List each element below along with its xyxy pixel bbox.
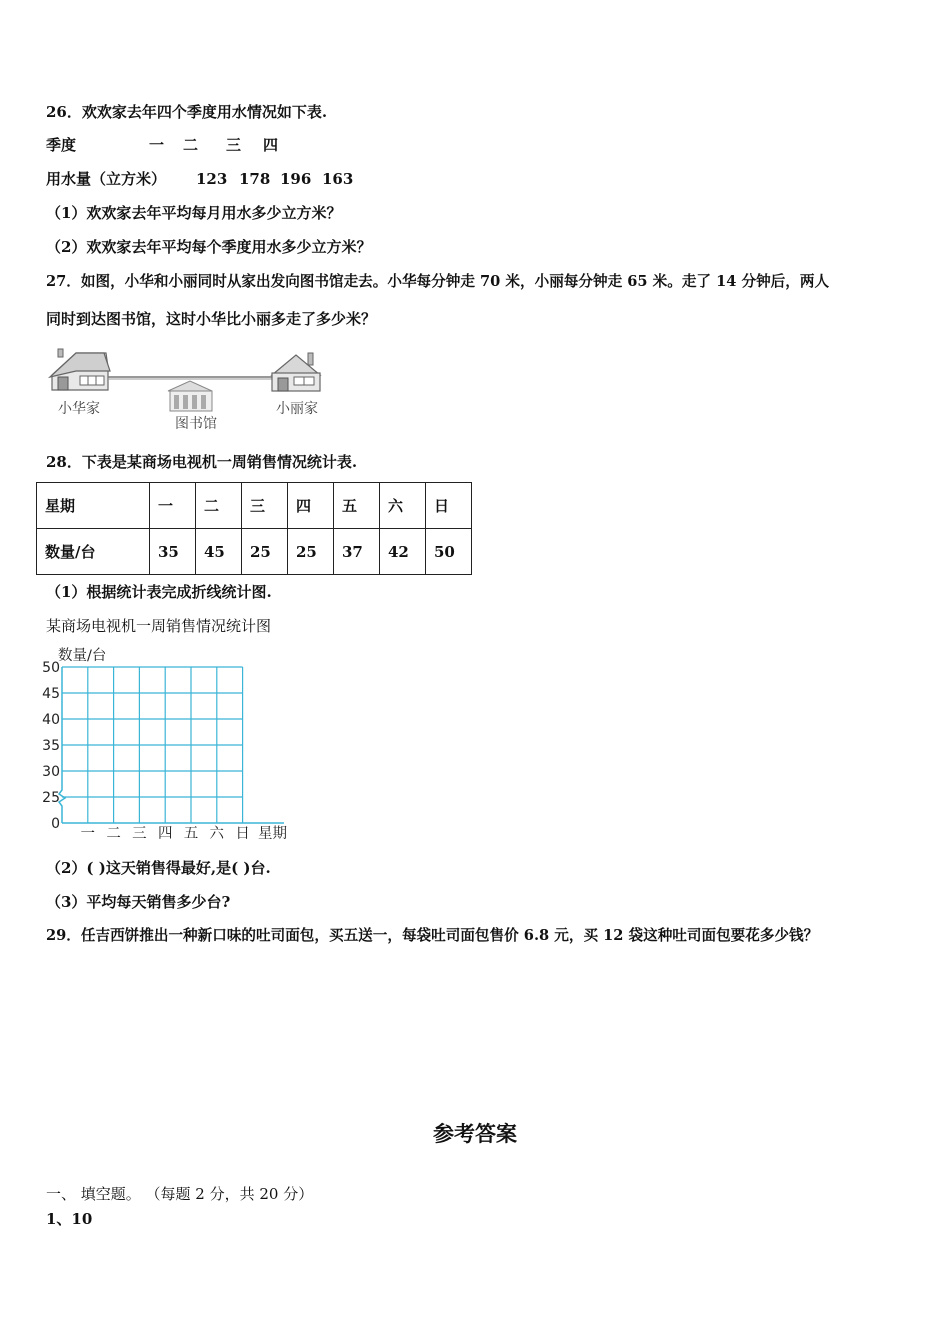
q26-sub1: （1）欢欢家去年平均每月用水多少立方米？ — [46, 204, 342, 222]
q26-row1-value: 四 — [263, 136, 279, 154]
q27-line1: 27．如图，小华和小丽同时从家出发向图书馆走去。小华每分钟走 70 米，小丽每分钟走 65 米。走了 14 分钟后，两人 — [46, 273, 830, 290]
sales-table — [36, 482, 472, 575]
chart-title: 某商场电视机一周销售情况统计图 — [46, 617, 272, 635]
q26-row1-label: 季度 — [46, 136, 77, 154]
x-tick-label: 五 — [183, 826, 199, 842]
table-value-cell: 50 — [426, 529, 472, 575]
q26-row2-label: 用水量（立方米） — [46, 170, 167, 188]
table-day-cell: 六 — [380, 483, 426, 529]
table-value-cell: 25 — [288, 529, 334, 575]
q26-row2-value: 123 — [196, 170, 228, 188]
x-tick-label: 日 — [235, 826, 250, 842]
table-day-cell: 日 — [426, 483, 472, 529]
table-day-cell: 三 — [242, 483, 288, 529]
table-day-cell: 一 — [150, 483, 196, 529]
q28-sub1: （1）根据统计表完成折线统计图. — [46, 583, 272, 601]
q27-route-figure — [46, 345, 336, 435]
house-icon — [272, 353, 320, 391]
answers-title: 参考答案 — [433, 1121, 517, 1146]
x-tick-labels — [81, 825, 250, 842]
x-axis-label: 星期 — [258, 826, 287, 842]
q26-row2-value: 196 — [280, 170, 312, 188]
q26-row2-value: 178 — [239, 170, 271, 188]
x-tick-label: 六 — [209, 826, 225, 842]
table-day-cell: 二 — [196, 483, 242, 529]
y-tick-label: 30 — [42, 764, 60, 780]
y-axis-label: 数量/台 — [58, 648, 107, 664]
y-tick-label: 25 — [42, 790, 60, 806]
x-tick-label: 三 — [132, 826, 147, 842]
table-value-cell: 25 — [242, 529, 288, 575]
q29-text: 29．任吉西饼推出一种新口味的吐司面包，买五送一，每袋吐司面包售价 6.8 元，买 12 袋这种吐司面包要花多少钱？ — [46, 927, 819, 944]
q26-row1-value: 三 — [226, 136, 242, 154]
line-chart — [36, 640, 306, 845]
q26-row2 — [46, 169, 354, 189]
library-icon — [168, 381, 212, 411]
answers-section: 一、 填空题。 （每题 2 分，共 20 分） — [46, 1185, 314, 1203]
table-day-cell: 四 — [288, 483, 334, 529]
table-row — [37, 529, 472, 575]
q28-text: 28．下表是某商场电视机一周销售情况统计表. — [46, 453, 358, 471]
q28-sub3: （3）平均每天销售多少台? — [46, 893, 231, 911]
q26-row1-value: 二 — [183, 136, 199, 154]
q26-sub2: （2）欢欢家去年平均每个季度用水多少立方米？ — [46, 238, 372, 256]
q26-row1-value: 一 — [149, 136, 165, 154]
house-icon — [50, 349, 110, 390]
q26-row2-value: 163 — [322, 170, 354, 188]
q28-sub2: （2）( )这天销售得最好,是( )台. — [46, 859, 271, 877]
table-day-cell: 五 — [334, 483, 380, 529]
figure-label-library: 图书馆 — [175, 416, 217, 432]
table-header-cell: 星期 — [37, 483, 150, 529]
figure-label-xiaohua-home: 小华家 — [58, 401, 100, 417]
q26-text: 26．欢欢家去年四个季度用水情况如下表. — [46, 103, 328, 121]
table-header-cell: 数量/台 — [37, 529, 150, 575]
x-tick-label: 四 — [157, 826, 173, 842]
chart-grid — [62, 667, 243, 823]
table-value-cell: 45 — [196, 529, 242, 575]
y-tick-labels — [42, 660, 60, 832]
y-tick-label: 50 — [42, 660, 60, 676]
x-tick-label: 二 — [106, 826, 121, 842]
q27-line2: 同时到达图书馆，这时小华比小丽多走了多少米？ — [46, 310, 377, 328]
table-value-cell: 37 — [334, 529, 380, 575]
y-tick-label: 0 — [51, 816, 60, 832]
table-value-cell: 35 — [150, 529, 196, 575]
table-value-cell: 42 — [380, 529, 426, 575]
q26-row1 — [46, 135, 279, 155]
table-row — [37, 483, 472, 529]
figure-label-xiaoli-home: 小丽家 — [276, 401, 318, 417]
y-tick-label: 35 — [42, 738, 60, 754]
y-tick-label: 45 — [42, 686, 60, 702]
answer-1: 1、10 — [46, 1210, 93, 1228]
y-tick-label: 40 — [42, 712, 60, 728]
x-tick-label: 一 — [80, 826, 96, 842]
